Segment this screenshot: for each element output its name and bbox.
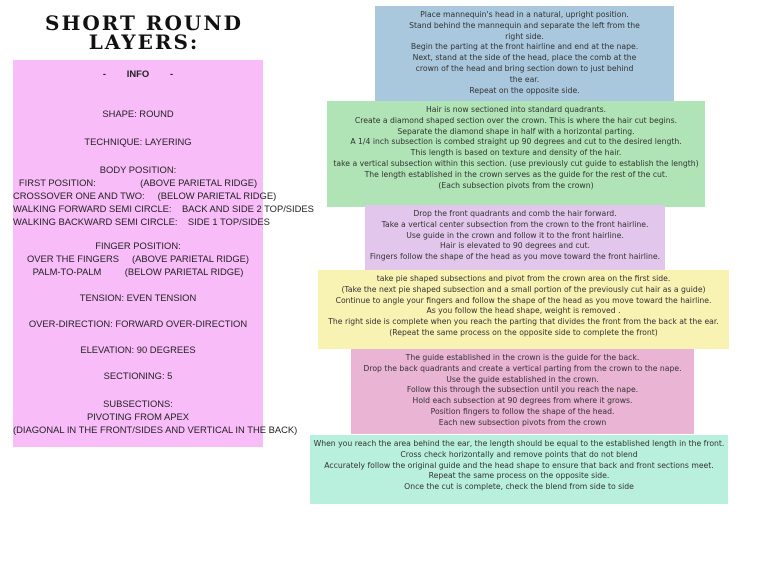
step-1-box [375,6,674,103]
step-4-line: Continue to angle your fingers and follow the shape of the head as you move toward the hairline. [335,295,712,305]
step-4-line: As you follow the head shape, weight is removed . [426,306,621,316]
info-line: PALM-TO-PALM (BELOW PARIETAL RIDGE) [32,266,244,277]
step-2-line: The length established in the crown serves as the guide for the rest of the cut. [364,169,668,179]
step-4-line: The right side is complete when you reach the parting that divides the front from the back at the ear. [328,317,719,327]
step-2-line: (Each subsection pivots from the crown) [438,180,594,190]
info-line: SUBSECTIONS: [103,398,173,409]
info-panel [13,60,314,447]
step-2-line: This length is based on texture and density of the hair. [410,148,622,158]
info-line: OVER THE FINGERS (ABOVE PARIETAL RIDGE) [26,253,250,264]
info-line: TECHNIQUE: LAYERING [84,136,192,147]
step-6-box [310,435,728,504]
step-1-line: crown of the head and bring section down to just behind [415,63,634,73]
step-4-line: take pie shaped subsections and pivot from the crown area on the first side. [376,274,671,283]
step-5-line: The guide established in the crown is the guide for the back. [405,353,640,362]
step-6-line: Accurately follow the original guide and the head shape to ensure that back and front sections meet. [324,460,714,470]
step-1-line: the ear. [509,74,540,84]
step-1-line: right side. [505,31,544,41]
step-1-line: Place mannequin's head in a natural, upright position. [420,10,629,19]
info-line: BODY POSITION: [99,164,177,175]
info-line: SHAPE: ROUND [102,108,174,119]
step-3-line: Use guide in the crown and follow it to the front hairline. [406,230,624,240]
step-2-line: A 1/4 inch subsection is combed straight up 90 degrees and cut to the desired length. [350,137,682,147]
step-4-box [318,270,729,349]
step-2-box [327,101,705,207]
step-1-line: Repeat on the opposite side. [469,85,580,95]
step-1-line: Next, stand at the side of the head, place the comb at the [412,53,637,63]
step-3-line: Fingers follow the shape of the head as you move toward the front hairline. [369,252,661,262]
step-6-line: Once the cut is complete, check the blend from side to side [404,482,634,492]
step-2-line: Create a diamond shaped section over the crown. This is where the hair cut begins. [354,115,678,125]
step-1-line: Begin the parting at the front hairline and end at the nape. [410,42,639,52]
info-line: PIVOTING FROM APEX [86,411,190,422]
step-2-line: Separate the diamond shape in half with a horizontal parting. [397,126,635,136]
step-3-line: Drop the front quadrants and comb the hair forward. [413,209,617,218]
info-line: SECTIONING: 5 [103,370,173,381]
step-3-line: Take a vertical center subsection from the crown to the front hairline. [381,219,649,229]
step-5-line: Follow this through the subsection until you reach the nape. [406,385,639,395]
step-3-line: Hair is elevated to 90 degrees and cut. [440,241,590,251]
step-5-line: Position fingers to follow the shape of the head. [430,406,615,416]
step-5-box [351,349,694,434]
page-title [18,11,270,54]
step-6-line: Repeat the same process on the opposite side. [428,471,610,481]
info-line: OVER-DIRECTION: FORWARD OVER-DIRECTION [28,318,248,329]
step-5-line: Use the guide established in the crown. [446,374,599,384]
step-2-line: Hair is now sectioned into standard quadrants. [425,105,607,114]
step-6-line: Cross check horizontally and remove points that do not blend [400,449,638,459]
info-line: FINGER POSITION: [95,240,181,251]
info-line: FIRST POSITION: (ABOVE PARIETAL RIDGE) [18,177,258,188]
step-1-line: Stand behind the mannequin and separate the left from the [409,20,640,30]
step-6-line: When you reach the area behind the ear, the length should be equal to the established length in the front. [313,439,725,448]
info-line: ELEVATION: 90 DEGREES [80,344,196,355]
step-5-line: Hold each subsection at 90 degrees from where it grows. [412,396,633,406]
title-line-1: SHORT ROUND [45,11,243,35]
info-line: CROSSOVER ONE AND TWO: (BELOW PARIETAL RIDGE) [13,190,277,201]
step-2-line: take a vertical subsection within this section. (use previously cut guide to establish the length) [333,158,699,168]
step-5-line: Drop the back quadrants and create a vertical parting from the crown to the nape. [363,363,682,373]
step-4-line: (Take the next pie shaped subsection and a small portion of the previously cut hair as a guide) [341,284,706,294]
info-line: (DIAGONAL IN THE FRONT/SIDES AND VERTICAL IN THE BACK) [13,424,298,435]
info-line: TENSION: EVEN TENSION [79,292,197,303]
title-line-2: LAYERS: [88,30,200,54]
info-heading: - INFO - [102,68,174,79]
step-4-line: (Repeat the same process on the opposite side to complete the front) [389,327,658,337]
step-5-line: Each new subsection pivots from the crown [438,417,607,427]
info-line: WALKING BACKWARD SEMI CIRCLE: SIDE 1 TOP/SIDES [13,216,270,227]
info-line: WALKING FORWARD SEMI CIRCLE: BACK AND SIDE 2 TOP/SIDES [13,203,314,214]
step-3-box [365,205,665,273]
